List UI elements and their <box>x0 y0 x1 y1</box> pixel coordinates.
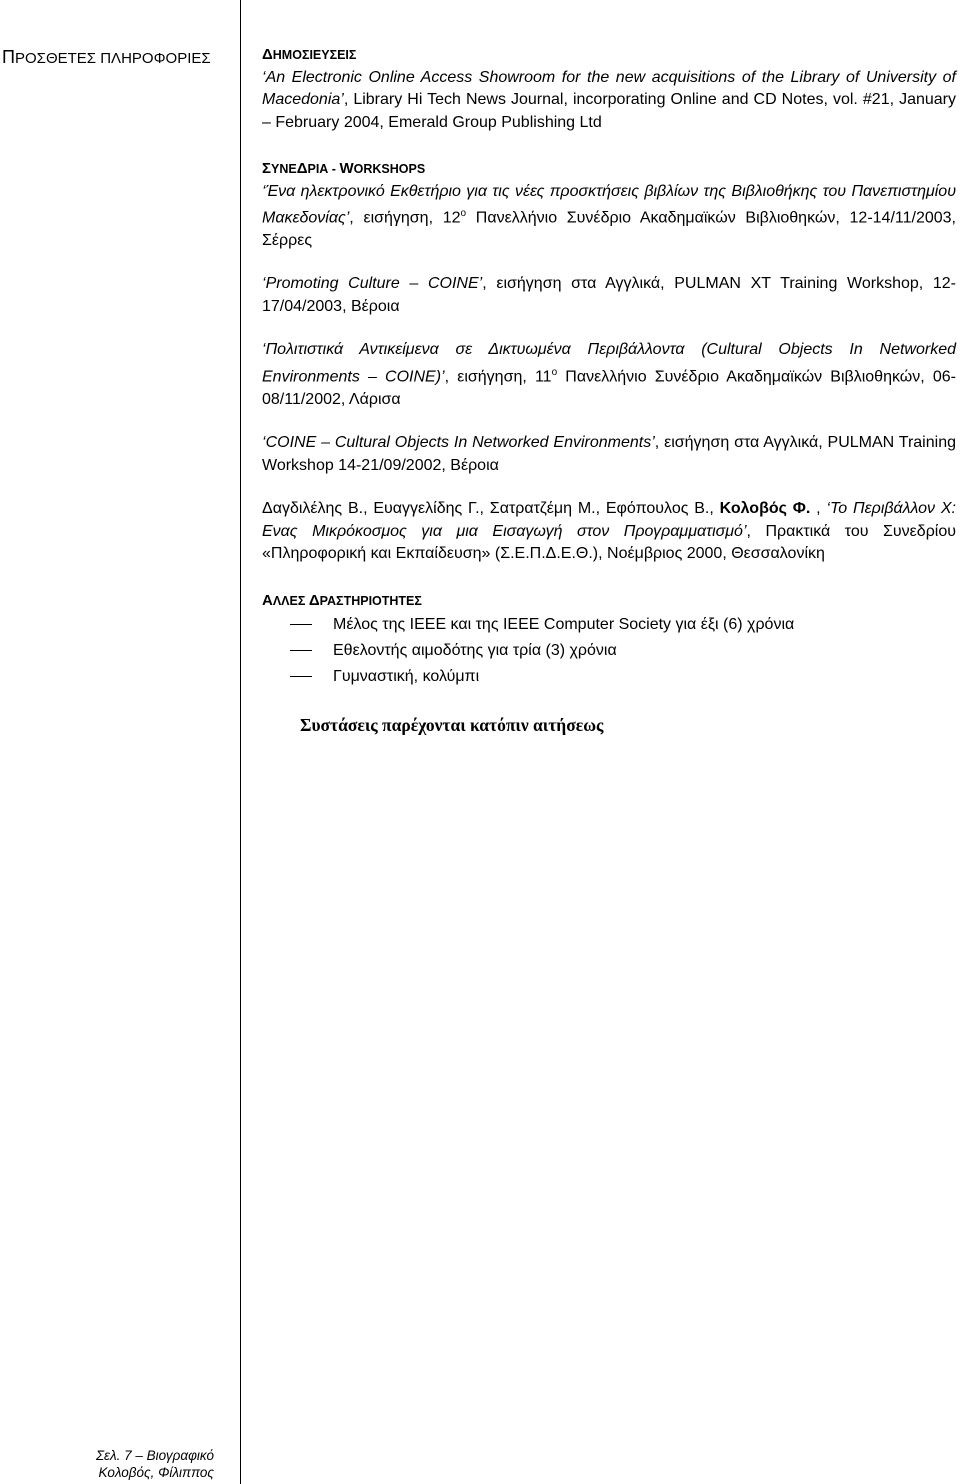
sidebar-heading: ΠΡΟΣΘΕΤΕΣ ΠΛΗΡΟΦΟΡΙΕΣ <box>2 47 211 67</box>
conference-entry: ‘COINE – Cultural Objects In Networked Environments’, εισήγηση στα Αγγλικά, PULMAN Training Workshop 14-21/09/2002, Βέροια <box>262 434 956 474</box>
list-item: Γυμναστική, κολύμπι <box>262 664 956 690</box>
conference-entry: ‘Ένα ηλεκτρονικό Εκθετήριο για τις νέες προσκτήσεις βιβλίων της Βιβλιοθήκης του Πανεπιστημίου Μακεδονίας’, εισήγηση, $12^o$ Πανελλήνιο Συνέδριο Ακαδημαϊκών Βιβλιοθηκών, 12-14/11/2003, Σέρρες <box>262 182 956 249</box>
dash-bullet-icon <box>290 650 312 651</box>
publication-entry: ‘An Electronic Online Access Showroom for the new acquisitions of the Library of University of Macedonia’, Library Hi Tech News Journal, incorporating Online and CD Notes, vol. #21, January – February 2004, Emerald Group Publishing Ltd <box>262 68 956 131</box>
dash-bullet-icon <box>290 624 312 625</box>
activities-heading: ΑΛΛΕΣ ΔΡΑΣΤΗΡΙΟΤΗΤΕΣ <box>262 591 422 609</box>
conference-entry: Δαγδιλέλης Β., Ευαγγελίδης Γ., Σατρατζέμη Μ., Εφόπουλος Β., Κολοβός Φ. , ‘Το Περιβάλλον Χ: Ενας Μικρόκοσμος για μια Εισαγωγή στον Προγραμματισμό’, Πρακτικά του Συνεδρίου «Πληροφορική και Εκπαίδευση» (Σ.Ε.Π.Δ.Ε.Θ.), Νοέμβριος 2000, Θεσσαλονίκη <box>262 500 957 563</box>
activities-list <box>262 612 956 690</box>
conference-entry: ‘Promoting Culture – COINE’, εισήγηση στα Αγγλικά, PULMAN XT Training Workshop, 12-17/04/2003, Βέροια <box>262 275 957 315</box>
recommendation-note: Συστάσεις παρέχονται κατόπιν αιτήσεως <box>300 715 604 736</box>
conferences-heading: ΣΥΝΕΔΡΙΑ - WORKSHOPS <box>262 160 426 177</box>
page-footer <box>70 1447 214 1481</box>
footer-page-line: Σελ. 7 – Βιογραφικό <box>95 1448 214 1463</box>
main-content <box>262 44 956 737</box>
publications-heading: ΔΗΜΟΣΙΕΥΣΕΙΣ <box>262 46 357 63</box>
dash-bullet-icon <box>290 676 312 677</box>
conference-entry: ‘Πολιτιστικά Αντικείμενα σε Δικτυωμένα Περιβάλλοντα (Cultural Objects In Networked Environments – COINE)’, εισήγηση, $11^o$ Πανελλήνιο Συνέδριο Ακαδημαϊκών Βιβλιοθηκών, 06-08/11/2002, Λάρισα <box>262 341 956 408</box>
list-item: Μέλος της IEEE και της IEEE Computer Society για έξι (6) χρόνια <box>262 612 956 638</box>
footer-name-line: Κολοβός, Φίλιππος <box>98 1465 214 1480</box>
list-item: Εθελοντής αιμοδότης για τρία (3) χρόνια <box>262 638 956 664</box>
vertical-divider <box>240 0 241 1484</box>
